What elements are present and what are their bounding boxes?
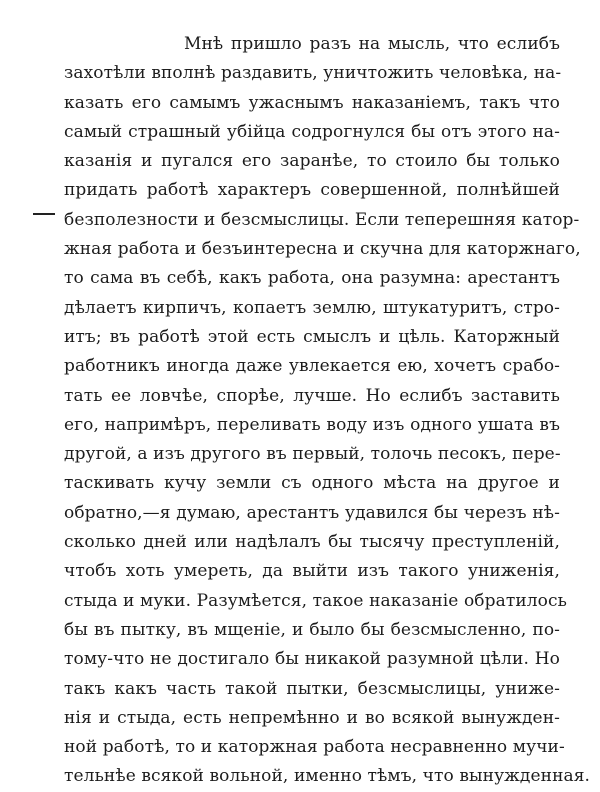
text-line: нія и стыда, есть непремѣнно и во всякой вынужден- — [64, 707, 560, 728]
text-line: ной работѣ, то и каторжная работа несравненно мучи- — [64, 737, 565, 758]
text-line: дѣлаетъ кирпичъ, копаетъ землю, штукатуритъ, стро- — [64, 297, 560, 318]
text-line: итъ; въ работѣ этой есть смыслъ и цѣль. Каторжный — [64, 326, 560, 347]
text-line: безполезности и безсмыслицы. Если теперешняя катор- — [64, 209, 580, 230]
text-line: тому-что не достигало бы никакой разумной цѣли. Но — [64, 649, 560, 670]
text-line: обратно,—я думаю, арестантъ удавился бы черезъ нѣ- — [64, 502, 560, 523]
text-line: бы въ пытку, въ мщеніе, и было бы безсмысленно, по- — [64, 619, 560, 640]
text-line: придать работѣ характеръ совершенной, полнѣйшей — [64, 180, 560, 201]
text-line: чтобъ хоть умереть, да выйти изъ такого униженія, — [64, 561, 560, 582]
text-line: тать ее ловчѣе, спорѣе, лучше. Но еслибъ заставить — [64, 385, 560, 406]
text-line: самый страшный убійца содрогнулся бы отъ этого на- — [64, 121, 560, 142]
margin-mark — [33, 213, 55, 215]
text-line: захотѣли вполнѣ раздавить, уничтожить человѣка, на- — [64, 63, 562, 84]
text-line: казать его самымъ ужаснымъ наказаніемъ, такъ что — [64, 92, 560, 113]
text-line: то сама въ себѣ, какъ работа, она разумна: арестантъ — [64, 268, 560, 289]
text-line: его, напримѣръ, переливать воду изъ одного ушата въ — [64, 414, 560, 435]
text-line: такъ какъ часть такой пытки, безсмыслицы, униже- — [64, 678, 560, 699]
text-line: стыда и муки. Разумѣется, такое наказаніе обратилось — [64, 590, 567, 611]
text-line: жная работа и безъинтересна и скучна для каторжнаго, — [64, 239, 581, 260]
text-line: Мнѣ пришло разъ на мысль, что еслибъ — [184, 34, 560, 54]
text-line: казанія и пугался его заранѣе, то стоило бы только — [64, 151, 560, 172]
text-line: тельнѣе всякой вольной, именно тѣмъ, что вынужденная. — [64, 766, 591, 787]
text-line: другой, а изъ другого въ первый, толочь песокъ, пере- — [64, 444, 561, 465]
text-line: сколько дней или надѣлалъ бы тысячу преступленій, — [64, 532, 560, 553]
text-line: таскивать кучу земли съ одного мѣста на другое и — [64, 473, 560, 494]
paragraph — [64, 30, 591, 792]
text-line: работникъ иногда даже увлекается ею, хочетъ срабо- — [64, 356, 560, 377]
